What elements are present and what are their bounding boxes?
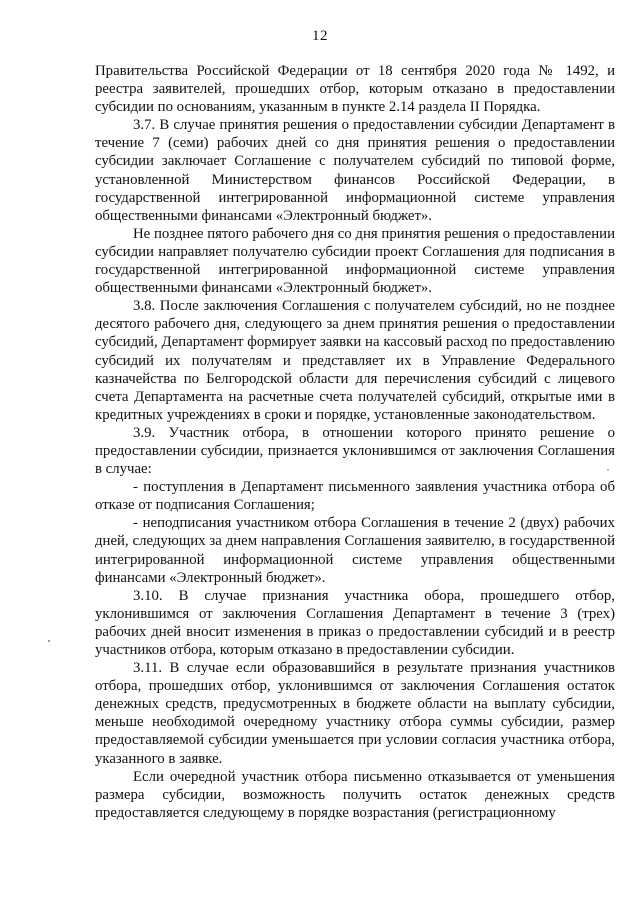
paragraph-3-7-deadline: Не позднее пятого рабочего дня со дня принятия решения о предоставлении субсидии направляет получателю субсидии проект Соглашения для подписания в государственной интегрированной информационной системе управления общественными финансами «Электронный бюджет». <box>95 225 615 297</box>
document-body <box>95 62 615 822</box>
paragraph-3-9-item-1: - поступления в Департамент письменного заявления участника отбора об отказе от подписания Соглашения; <box>95 479 615 514</box>
paragraph-3-11: 3.11. В случае если образовавшийся в результате признания участников отбора, прошедших отбор, уклонившимся от заключения Соглашения остаток денежных средств, предусмотренных в бюджете области на выплату субсидии, меньше необходимой очередному участнику отбора суммы субсидии, размер предоставляемой субсидии уменьшается при условии согласия участника отбора, указанного в заявке. <box>95 660 615 767</box>
page-number: 12 <box>312 28 328 44</box>
paragraph-3-10: 3.10. В случае признания участника обора, прошедшего отбор, уклонившимся от заключения Соглашения Департамент в течение 3 (трех) рабочих дней вносит изменения в приказ о предоставлении субсидий и в реестр участников отбора, которым отказано в предоставлении субсидии. <box>95 587 615 658</box>
paragraph-3-8: 3.8. После заключения Соглашения с получателем субсидий, но не позднее десятого рабочего дня, следующего за днем принятия решения о предоставлении субсидий, Департамент формирует заявки на кассовый расход по предоставлению субсидий их получателям и представляет их в Управление Федерального казначейства по Белгородской области для перечисления субсидий с лицевого счета Департамента на расчетные счета получателей субсидий, открытые ими в кредитных учреждениях в сроки и порядке, установленные законодательством. <box>95 298 615 423</box>
paragraph-continuation: Правительства Российской Федерации от 18 сентября 2020 года № 1492, и реестра заявителей, прошедших отбор, которым отказано в предоставлении субсидии по основаниям, указанным в пункте 2.14 раздела II Порядка. <box>95 63 615 116</box>
paragraph-3-7: 3.7. В случае принятия решения о предоставлении субсидии Департамент в течение 7 (семи) рабочих дней со дня принятия решения о предоставлении субсидии заключает Соглашение с получателем субсидий по типовой форме, установленной Министерством финансов Российской Федерации, в государственной интегрированной информационной системе управления общественными финансами «Электронный бюджет». <box>95 117 615 224</box>
paragraph-3-11-refusal: Если очередной участник отбора письменно отказывается от уменьшения размера субсидии, возможность получить остаток денежных средств предоставляется следующему в порядке возрастания (регистрационному <box>95 768 615 821</box>
paragraph-3-9: 3.9. Участник отбора, в отношении которого принято решение о предоставлении субсидии, признается уклонившимся от заключения Соглашения в случае: <box>95 424 615 478</box>
paragraph-3-9-item-2: - неподписания участником отбора Соглашения в течение 2 (двух) рабочих дней, следующих за днем направления Соглашения заявителю, в государственной интегрированной информационной системе управления общественными финансами «Электронный бюджет». <box>95 515 615 586</box>
